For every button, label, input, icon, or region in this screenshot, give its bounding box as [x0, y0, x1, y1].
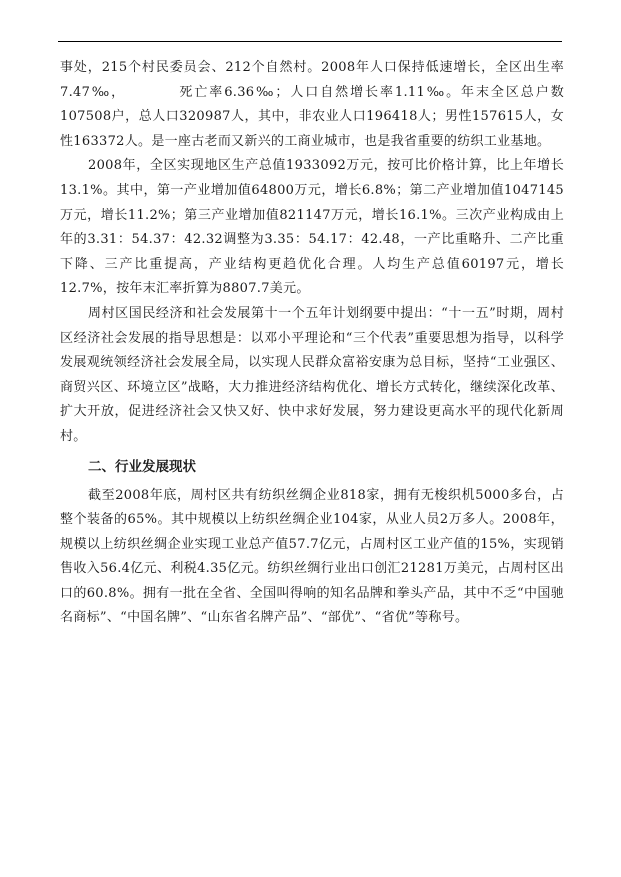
- paragraph-five-year-plan: 周村区国民经济和社会发展第十一个五年计划纲要中提出：“十一五”时期，周村区经济社会发展的指导思想是：以邓小平理论和“三个代表”重要思想为指导，以科学发展观统领经济社会发展全局，以实现人民群众富裕安康为总目标，坚持“工业强区、商贸兴区、环境立区”战略，大力推进经济结构优化、增长方式转化，继续深化改革、扩大开放，促进经济社会又快又好、快中求好发展，努力建设更高水平的现代化新周村。: [60, 305, 564, 444]
- paragraph-gdp: 2008年，全区实现地区生产总值1933092万元，按可比价格计算，比上年增长13.1%。其中，第一产业增加值64800万元，增长6.8%；第二产业增加值1047145万元，增长11.2%；第三产业增加值821147万元，增长16.1%。三次产业构成由上年的3.31：54.37：42.32调整为3.35：54.17：42.48，一产比重略升、二产比重下降、三产比重提高，产业结构更趋优化合理。人均生产总值60197元，增长12.7%，按年末汇率折算为8807.7美元。: [60, 158, 564, 297]
- header-rule: [58, 41, 562, 42]
- section-heading: 二、行业发展现状: [88, 458, 196, 475]
- paragraph-industry-status: 截至2008年底，周村区共有纺织丝绸企业818家，拥有无梭织机5000多台，占整个装备的65%。其中规模以上纺织丝绸企业104家，从业人员2万多人。2008年，规模以上纺织丝绸企业实现工业总产值57.7亿元，占周村区工业产值的15%，实现销售收入56.4亿元、利税4.35亿元。纺织丝绸行业出口创汇21281万美元，占周村区出口的60.8%。拥有一批在全省、全国叫得响的知名品牌和拳头产品，其中不乏“中国驰名商标”、“中国名牌”、“山东省名牌产品”、“部优”、“省优”等称号。: [60, 487, 564, 626]
- paragraph-population: 事处，215个村民委员会、212个自然村。2008年人口保持低速增长，全区出生率7.47‰， 死亡率6.36‰；人口自然增长率1.11‰。年末全区总户数107508户，总人口320987人，其中，非农业人口196418人；男性157615人，女性163372人。是一座古老而又新兴的工商业城市，也是我省重要的纺织工业基地。: [60, 60, 564, 149]
- document-body: [60, 56, 564, 631]
